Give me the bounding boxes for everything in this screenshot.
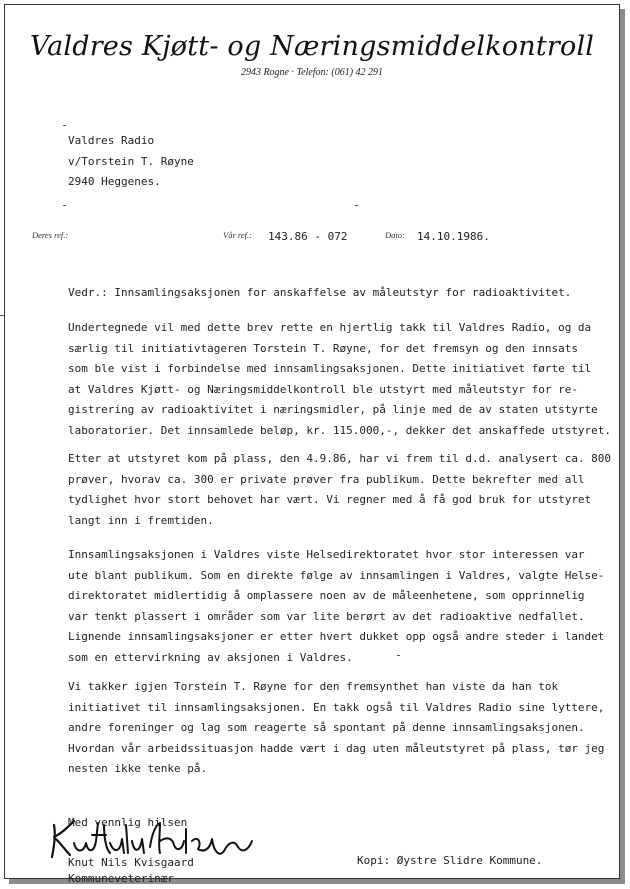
paragraph-1 [68,318,611,442]
var-ref-value: 143.86 - 072 [268,230,348,243]
deres-ref-label: Deres ref.: [32,230,69,240]
recipient-line: 2940 Heggenes. [68,175,161,188]
paragraph-2 [68,449,611,531]
paragraph-4 [68,677,604,780]
dato-label: Dato: [385,230,405,240]
text-line: nesten ikke tenke på. [68,762,208,776]
text-line: Innsamlingsaksjonen i Valdres viste Helsedirektoratet hvor stor interessen var [68,548,585,561]
reference-line [5,227,619,247]
text-line: Etter at utstyret kom på plass, den 4.9.86, har vi frem til d.d. analysert ca. 800 [68,452,612,465]
recipient-line: Valdres Radio [68,134,155,147]
letterhead-title: Valdres Kjøtt- og Næringsmiddelkontroll [29,31,595,62]
text-line: som en ettervirkning av aksjonen i Valdres. [68,650,353,664]
text-line: andre foreninger og lag som reagerte så spontant på denne innsamlingsaksjonen. [68,721,585,735]
text-line: direktoratet midlertidig å omplassere noen av de måleenhetene, som opprinnelig [68,589,585,603]
text-line: ute blant publikum. Som en direkte følge av innsamlingen i Valdres, valgte Helse- [68,568,605,582]
text-line: at Valdres Kjøtt- og Næringsmiddelkontroll ble utstyrt med måleutstyr for re- [68,382,578,396]
text-line: Undertegnede vil med dette brev rette en hjertlig takk til Valdres Radio, og da [68,321,592,334]
text-line: initiativet til innsamlingsaksjonen. En takk også til Valdres Radio sine lyttere, [68,700,605,714]
text-line: prøver, hvorav ca. 300 er private prøver fra publikum. Dette bekrefter med all [68,472,585,486]
recipient-line: v/Torstein T. Røyne [68,154,194,168]
subject-line: Vedr.: Innsamlingsaksjonen for anskaffelse av måleutstyr for radioaktivitet. [68,286,572,299]
letterhead-address: 2943 Rogne · Telefon: (061) 42 291 [240,67,384,78]
text-line: laboratorier. Det innsamlede beløp, kr. 115.000,-, dekker det anskaffede utstyret. [68,423,612,437]
letter-page [4,4,620,885]
text-line: langt inn i fremtiden. [68,513,214,527]
text-line: gistrering av radioaktivitet i næringsmidler, på linje med de av staten utstyrte [68,403,598,417]
signer-title: Kommuneveterinær [68,872,174,885]
recipient-address [68,131,194,193]
text-line: Lignende innsamlingsaksjoner er etter hvert dukket opp også andre steder i landet [68,630,605,644]
text-line: var tenkt plassert i områder som var lite berørt av det radioaktive nedfallet. [68,609,585,623]
closing-block [68,813,194,885]
paragraph-3 [68,545,604,669]
copy-recipient: Kopi: Øystre Slidre Kommune. [357,854,543,867]
text-line: særlig til initiativtageren Torstein T. Røyne, for det fremsyn og den innsats [68,341,578,355]
closing-greeting: Med vennlig hilsen [68,816,188,829]
text-line: Hvordan vår arbeidssituasjon hadde vært i dag uten måleutstyret på plass, tør jeg [68,741,605,755]
dato-value: 14.10.1986. [417,230,490,243]
text-line: som ble vist i forbindelse med innsamlingsaksjonen. Dette initiativet førte til [68,362,592,376]
text-line: tydlighet hvor stort behovet har vært. Vi regner med å få god bruk for utstyret [68,493,592,507]
text-line: Vi takker igjen Torstein T. Røyne for den fremsynthet han viste da han tok [68,680,559,693]
var-ref-label: Vår ref.: [223,230,252,240]
signer-name: Knut Nils Kvisgaard [68,856,194,869]
